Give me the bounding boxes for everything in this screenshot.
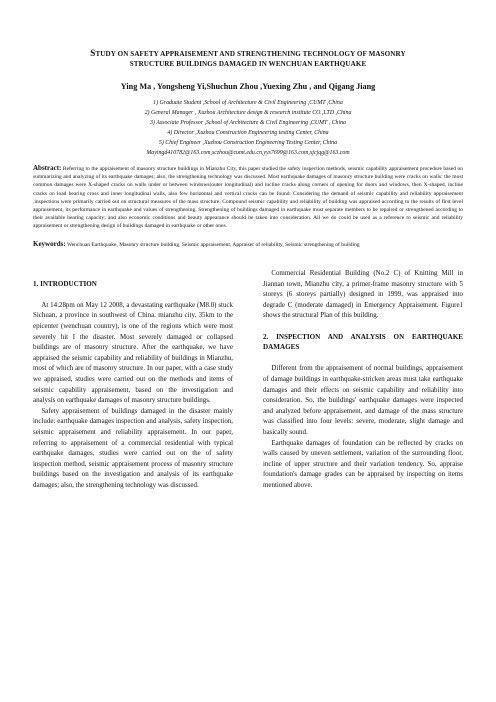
section-2-heading: 2. INSPECTION AND ANALYSIS ON EARTHQUAKE DAMAGES — [263, 332, 463, 352]
left-column — [33, 268, 233, 490]
paper-title — [40, 49, 456, 69]
title-line-1 — [40, 49, 456, 60]
affiliations — [50, 99, 446, 158]
section-2-paragraph-1: Different from the appraisement of normal buildings, appraisement of damage buildings in earthquake-stricken areas must take earthquake damages and their effects on seismic capability and reliability into consideration. So, the buildings' earthquake damages were inspected and analyzed before appraisement, and damage of the mass structure was classified into four levels: severe, moderate, slight damage and basically sound. — [263, 364, 463, 436]
author-list: Ying Ma , Yongsheng Yi,Shuchun Zhou ,Yuexing Zhu , and Qigang Jiang — [120, 82, 376, 91]
keywords-text: Wenchuan Earthquake, Masonry structure building, Seismic appraisement, Appraiser of reliability, Seismic strengthening of building — [65, 242, 360, 248]
abstract — [33, 164, 463, 231]
keywords — [33, 240, 463, 249]
abstract-label: Abstract: — [33, 164, 62, 172]
title-line-2: STRUCTURE BUILDINGS DAMAGED IN WENCHUAN EARTHQUAKE — [129, 59, 367, 68]
author-emails: Mayingd410782@163.com,sczhou@cumt.edu.cn,yys7699@163.com,xjcjqg@163.com — [146, 149, 350, 156]
affiliation-3: 3) Associate Professor ,School of Architecture & Civil Engineering ,CUMT , China — [149, 119, 346, 126]
abstract-text: Referring to the appraisement of masonry structure buildings in Mianzhu City, this paper studied the safety inspection methods, seismic capability appraisement procedure based on summarizing and analyzing of its earthquake damages; also, the strengthening technology was discussed. Most earthquake damages of masonry structure building were cracks on walls: the most common damages were X-shaped cracks on walls under or between windows(outer longitudinal) and incline cracks along corners of opening for doors and windows, then X-shaped, incline cracks on load bearing cross and inner longitudinal walls, also few horizontal and vertical cracks can be found. Considering the demand of seismic capability and reliability appraisement ,inspections were primarily carried out on structural measures of the mass structure. Compound seismic capability and reliability of building was appraised according to the results of first level appraisement, its performance in earthquake and values of strengthening. Strengthening of buildings damaged in earthquake must separate members to be repaired or strengthened according to their available bearing capacity; and also economic conditions and beauty appearance should be taken into consideration. All we do could be used as a reference to seismic and reliability appraisement or strengthening design of buildings damaged in earthquake or other ones. — [33, 166, 463, 230]
title-initial-cap: S — [90, 48, 96, 58]
keywords-label: Keywords: — [33, 240, 66, 248]
section-2-paragraph-2: Earthquake damages of foundation can be reflected by cracks on walls caused by uneven settlement, variation of the surrounding floor, incline of upper structure and their variation tendency. So, appraise foundation's damage grades can be appraised by inspecting on items mentioned above. — [263, 438, 463, 489]
section-1-paragraph-3: Commercial Residential Building (No.2 C) of Knitting Mill in Jiannan town, Mianzhu city, a primer-frame masonry structure with 5 storeys (6 storeys partially) designed in 1999, was appraised into degrade C (moderate damaged) in Emergency Appraisement. Figure1 shows the structural Plan of this building. — [263, 269, 463, 320]
affiliation-2: 2) General Manager , Xuzhou Architecture design & research institute CO.,LTD ,China — [144, 109, 352, 116]
section-1-paragraph-2: Safety appraisement of buildings damaged in the disaster mainly include: earthquake damages inspection and analysis, safety inspection, seismic appraisement and reliability appraisement. In our paper, referring to appraisement of a commercial residential with typical earthquake damages, studies were carried out on the of safety inspection method, seismic appraisement process of masonry structure buildings based on the investigation and analysis of its earthquake damages; also, the strengthening technology was discussed. — [33, 406, 233, 489]
section-1-heading: 1. INTRODUCTION — [33, 279, 97, 288]
title-line-1-text: TUDY ON SAFETY APPRAISEMENT AND STRENGTHENING TECHNOLOGY OF MASONRY — [95, 50, 406, 58]
right-column — [263, 268, 463, 490]
section-1-paragraph-1: At 14:28pm on May 12 2008, a devastating earthquake (M8.0) stuck Sichuan, a province in southwest of China. mianzhu city, 35km to the epicenter (wenchuan country), is one of the regions which were most severely hit I the disaster. Most severely damaged or collapsed buildings are of masonry structure. After the earthquake, we have appraised the seismic capability and reliability of buildings in Mianzhu, most of which are of masonry structure. In our paper, with a case study we appraised, studies were carried out on the methods and items of seismic capability appraisement, based on the investigation and analysis on earthquake damages of masonry structure buildings. — [33, 300, 233, 405]
affiliation-5: 5) Chief Engineer ,Xuzhou Construction Engineering Testing Center, China — [158, 139, 338, 146]
affiliation-1: 1) Graduate Student ,School of Architecture & Civil Engineering ,CUMT ,China — [153, 100, 343, 106]
affiliation-4: 4) Director ,Xuzhou Construction Engineering testing Center, China — [167, 129, 329, 136]
